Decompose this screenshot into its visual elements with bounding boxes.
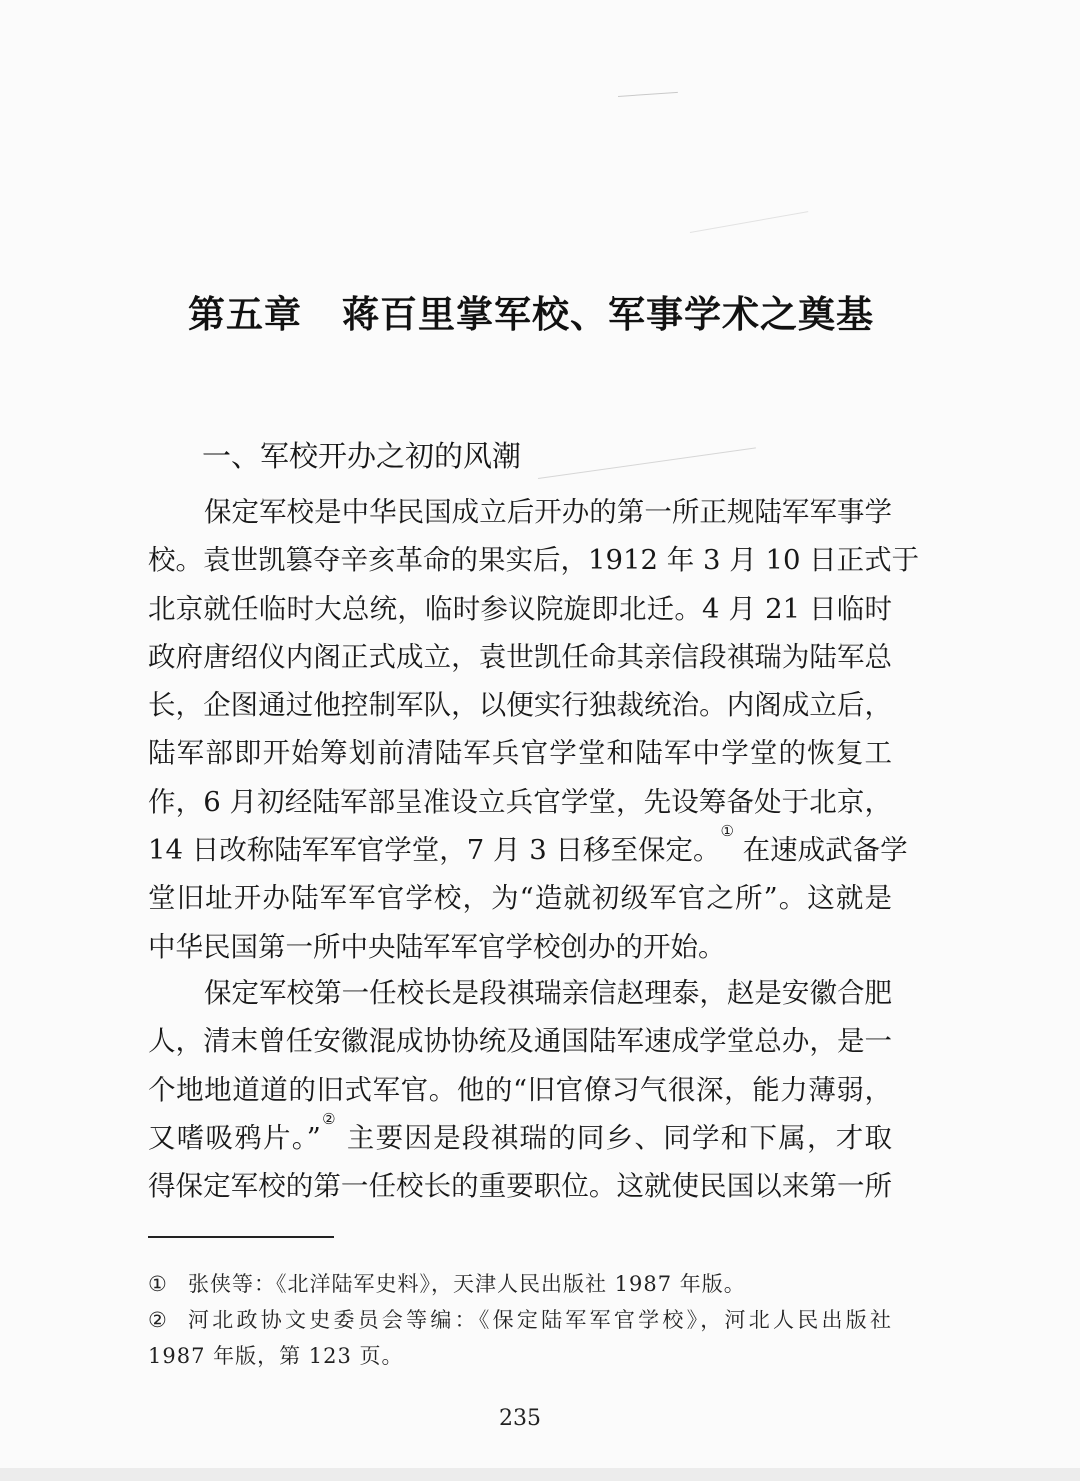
text-line: 中华民国第一所中央陆军军官学校创办的开始。 [148,930,726,963]
chapter-name: 蒋百里掌军校、军事学术之奠基 [342,293,874,336]
text-segment: 又嗜吸鸦片。” [148,1121,321,1154]
footnote-divider [148,1236,334,1238]
text-line: 校。袁世凯篡夺辛亥革命的果实后，1912 年 3 月 10 日正式于 [148,544,920,577]
text-line: 人，清末曾任安徽混成协协统及通国陆军速成学堂总办，是一 [148,1025,892,1058]
text-line: 得保定军校的第一任校长的重要职位。这就使民国以来第一所 [148,1170,892,1203]
text-line: 政府唐绍仪内阁正式成立，袁世凯任命其亲信段祺瑞为陆军总 [148,640,892,673]
footnote-text: 张侠等：《北洋陆军史料》，天津人民出版社 1987 年版。 [188,1272,746,1296]
chapter-title [188,284,888,338]
scan-artifact-line [538,447,756,479]
text-line: 陆军部即开始筹划前清陆军兵官学堂和陆军中学堂的恢复工 [148,737,892,770]
paragraph-1 [148,488,920,971]
scan-artifact-line [618,92,678,97]
text-line: 个地地道道的旧式军官。他的“旧官僚习气很深，能力薄弱， [148,1073,892,1106]
footnote-1 [148,1266,892,1302]
footnote-text: 河北政协文史委员会等编：《保定陆军军官学校》，河北人民出版社 [188,1308,892,1332]
text-line: 保定军校是中华民国成立后开办的第一所正规陆军军事学 [204,496,892,528]
footnotes [148,1266,892,1374]
text-line [148,1109,893,1162]
page-number: 235 [499,1406,541,1431]
footnote-mark: ② [148,1308,167,1332]
viewer-bottom-edge [0,1468,1080,1481]
text-line: 作，6 月初经陆军部呈准设立兵官学堂，先设筹备处于北京， [148,785,892,818]
footnote-mark: ① [148,1272,167,1296]
chapter-number: 第五章 [188,293,302,336]
text-line: 堂旧址开办陆军军官学校，为“造就初级军官之所”。这就是 [148,882,892,915]
text-segment: 14 日改称陆军军官学堂，7 月 3 日移至保定。 [148,834,721,867]
text-segment: 主要因是段祺瑞的同乡、同学和下属，才取 [346,1121,893,1154]
text-line [148,822,908,874]
footnote-ref-2[interactable]: ② [320,1109,337,1128]
section-heading: 一、军校开办之初的风潮 [202,439,522,473]
text-line: 保定军校第一任校长是段祺瑞亲信赵理泰，赵是安徽合肥 [204,977,892,1009]
text-segment: 在速成武备学 [742,834,908,867]
text-line: 北京就任临时大总统，临时参议院旋即北迁。4 月 21 日临时 [148,592,892,625]
scan-artifact-line [690,211,808,233]
footnote-2 [148,1302,892,1338]
footnote-ref-1[interactable]: ① [720,822,734,841]
text-line: 长，企图通过他控制军队，以便实行独裁统治。内阁成立后， [148,689,892,722]
paragraph-2 [148,969,892,1210]
footnote-continuation: 1987 年版，第 123 页。 [148,1344,404,1368]
